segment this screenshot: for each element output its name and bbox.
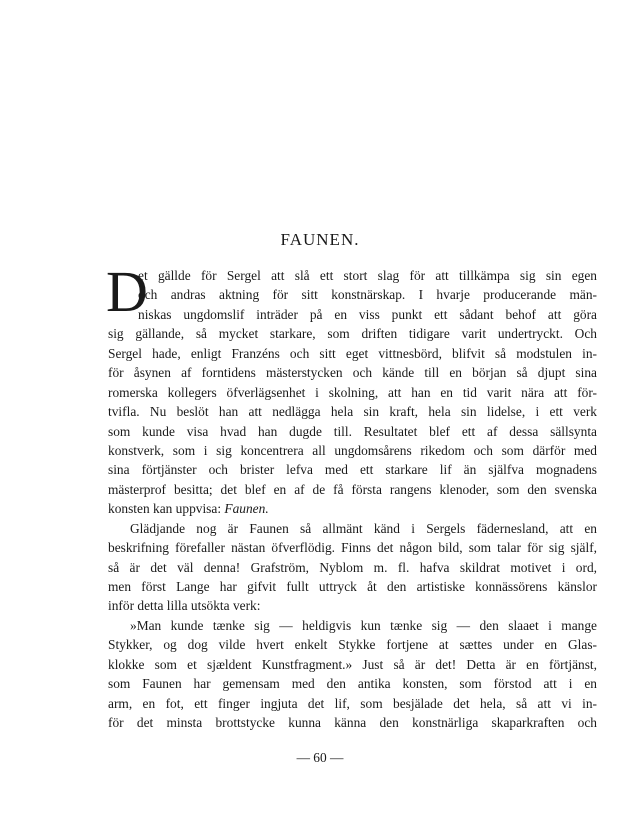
text-line: klokke som et sjældent Kunstfragment.» Just så är det! Detta är en förtjänst, (108, 656, 597, 672)
text-line: arm, en fot, ett finger ingjuta det lif, som besjälade det hela, så att vi in- (108, 695, 597, 711)
text-line: konsten kan uppvisa: (108, 501, 222, 517)
body-text (108, 266, 597, 733)
text-line: som kunde visa hvad han dugde till. Resultatet blef ett af dessa sällsynta (108, 423, 597, 439)
text-line: konstverk, som i sig koncentrera all ungdomsårens rikedom och som därför med (108, 442, 597, 458)
italic-title: Faunen. (224, 501, 269, 517)
text-line: sig gällande, så mycket starkare, som driften tidigare varit undertryckt. Och (108, 326, 597, 342)
text-line: sina förtjänster och brister lefva med ett starkare lif än själfva mognadens (108, 462, 597, 478)
text-line: »Man kunde tænke sig — heldigvis kun tænke sig — den slaaet i mange (130, 617, 597, 633)
page-number: — 60 — (296, 750, 344, 765)
text-line: tvifla. Nu beslöt han att nedlägga hela sin kraft, hela sin lidelse, i ett verk (108, 404, 597, 420)
text-line: Stykker, og dog vilde hvert enkelt Stykke fortjene at sættes under en Glas- (108, 637, 597, 653)
text-line: niskas ungdomslif inträder på en viss punkt ett sådant behof att göra (138, 306, 597, 322)
text-line: inför detta lilla utsökta verk: (108, 598, 261, 614)
text-line: romerska kollegers öfverlägsenhet i skolning, att han en tid varit nära att för- (108, 384, 597, 400)
text-line: mästerprof besitta; det blef en af de få första rangens klenoder, som den svenska (108, 481, 597, 497)
text-line: et gällde för Sergel att slå ett stort slag för att tillkämpa sig sin egen (138, 268, 597, 283)
text-line: och andras aktning för sitt konstnärskap. I hvarje producerande män- (138, 287, 597, 303)
text-line: Glädjande nog är Faunen så allmänt känd i Sergels fädernesland, att en (130, 520, 597, 536)
text-line: beskrifning förefaller nästan öfverflödig. Finns det någon bild, som talar för sig själf, (108, 540, 597, 556)
text-line-ending (108, 499, 597, 518)
text-line: som Faunen har gemensam med den antika konsten, som förstod att i en (108, 676, 597, 692)
page-title: FAUNEN. (280, 230, 360, 249)
text-line: men först Lange har gifvit fullt uttryck åt den artistiske konnässörens känslor (108, 579, 597, 594)
text-line: för det minsta brottstycke kunna känna den konstnärliga skaparkraften och (108, 715, 597, 731)
text-line: för åsynen af forntidens mästerstycken och kände till en början så djupt sina (108, 365, 597, 381)
text-line: Sergel hade, enligt Franzéns och sitt eget vittnesbörd, blifvit så modstulen in- (108, 345, 597, 361)
drop-cap: D (106, 259, 148, 324)
text-line: så är det väl denna! Grafström, Nyblom m. fl. hafva skildrat motivet i ord, (108, 559, 597, 575)
